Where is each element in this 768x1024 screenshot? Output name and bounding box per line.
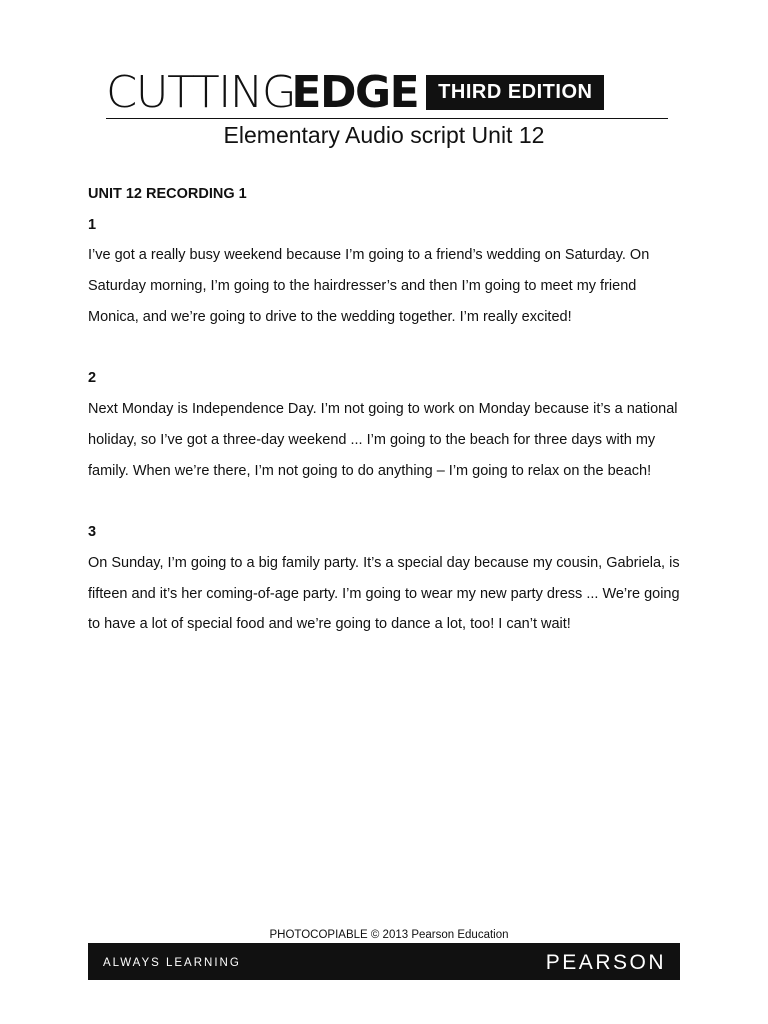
item-text: Next Monday is Independence Day. I’m not going to work on Monday because it’s a national holiday, so I’ve got a three-day weekend ... I’m going to the beach for three days with my family. When we’re there, I’m not going to do anything – I’m going to relax on the beach! bbox=[88, 401, 678, 479]
header-divider bbox=[106, 118, 668, 119]
item-number: 1 bbox=[88, 216, 97, 233]
copyright-notice: PHOTOCOPIABLE © 2013 Pearson Education bbox=[269, 929, 509, 941]
script-item bbox=[88, 363, 688, 486]
logo-cutting-text: CUTTING bbox=[106, 66, 296, 118]
pearson-logo: PEARSON bbox=[545, 950, 666, 974]
script-item bbox=[88, 210, 688, 333]
item-text: On Sunday, I’m going to a big family party. It’s a special day because my cousin, Gabriela, is fifteen and it’s her coming-of-age party. I’m going to wear my new party dress ... We’re going to have a lot of special food and we’re going to dance a lot, too! I can’t wait! bbox=[88, 554, 680, 633]
script-item bbox=[88, 517, 688, 640]
logo-edge-text: EDGE bbox=[291, 66, 419, 118]
recording-heading: UNIT 12 RECORDING 1 bbox=[88, 186, 247, 202]
footer-tagline: ALWAYS LEARNING bbox=[103, 956, 241, 969]
page-title: Elementary Audio script Unit 12 bbox=[223, 122, 545, 148]
item-number: 2 bbox=[88, 370, 97, 387]
spacer bbox=[88, 486, 688, 517]
item-text: I’ve got a really busy weekend because I’m going to a friend’s wedding on Saturday. On Saturday morning, I’m going to the hairdresser’s and then I’m going to meet my friend Monica, and we’re going to drive to the wedding together. I’m really excited! bbox=[88, 247, 650, 325]
edition-badge: THIRD EDITION bbox=[426, 75, 604, 110]
cutting-edge-logo bbox=[106, 66, 604, 118]
item-number: 3 bbox=[88, 524, 97, 541]
footer-bar bbox=[88, 943, 680, 980]
audio-script-body bbox=[88, 179, 688, 640]
spacer bbox=[88, 332, 688, 363]
